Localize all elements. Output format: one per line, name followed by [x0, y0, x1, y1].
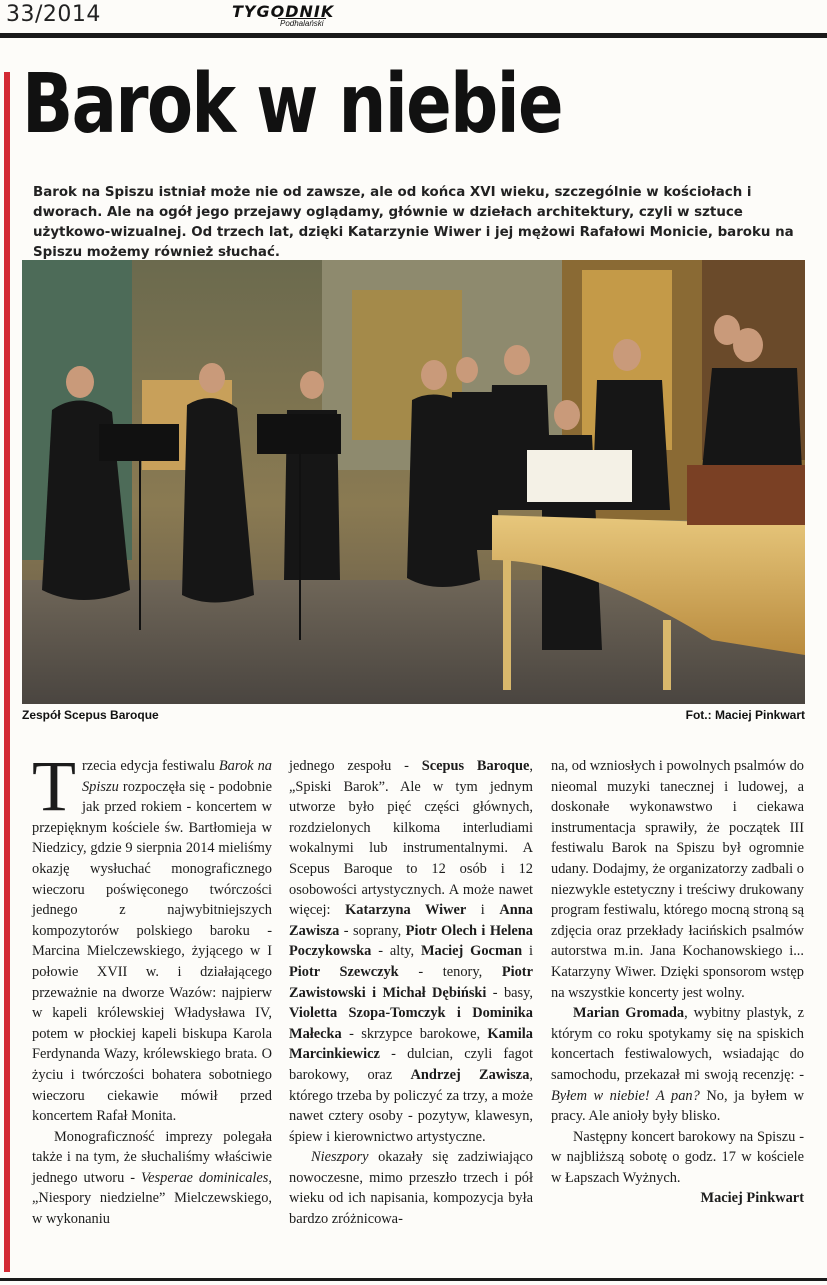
text-italic: Byłem w niebie! A pan?: [551, 1087, 700, 1104]
footer-rule: [0, 1278, 827, 1281]
text-bold: Piotr Olech i Helena Poczykowska: [289, 922, 533, 960]
article-column-1: [32, 746, 273, 1230]
paragraph: [32, 746, 273, 1127]
page-header: [0, 0, 827, 34]
text: Monograficzność imprezy polegała także i na tym, że słuchaliśmy właściwie jednego utworu -: [32, 1128, 272, 1186]
text: - tenory,: [398, 963, 502, 980]
article-column-2: [289, 756, 533, 1230]
text-bold: Scepus Baroque: [421, 758, 530, 774]
newspaper-logo-sub: Podhalański: [280, 19, 324, 28]
paragraph: Następny koncert barokowy na Spiszu - w najbliższą sobotę o godz. 17 w kościele w Łapszach Wyżnych.: [551, 1128, 804, 1186]
text: - dulcian, czyli fagot barokowy, oraz: [289, 1046, 533, 1083]
text: jednego zespołu -: [289, 758, 422, 774]
accent-bar: [4, 72, 10, 1272]
text: - basy,: [486, 984, 534, 1001]
issue-number: 33/2014: [6, 2, 101, 27]
text-italic: Vesperae dominicales: [140, 1169, 269, 1186]
text-bold: Andrzej Zawisza: [410, 1066, 530, 1083]
text: , „Niespory niedzielne” Mielczewskiego, w wykonaniu: [32, 1169, 272, 1228]
text: rzecia edycja festiwalu: [81, 758, 219, 774]
text: i: [466, 902, 500, 919]
text: i: [522, 943, 533, 960]
text-bold: Piotr Zawistowski i Michał Dębiński: [289, 963, 533, 1001]
paragraph: na, od wzniosłych i powolnych psalmów do nieomal muzyki tanecznej i ludowej, a doskonałe wykonawstwo i ciekawa instrumentacja sprawiły, że początek III festiwalu Barok na Spiszu był ogromnie udany. Dodajmy, że organizatorzy zadbali o niezwykle estetyczny i treściwy drukowany program festiwalu, którego mocną stroną są zdjęcia oraz przekłady łacińskich psalmów autorstwa m.in. Jana Kochanowskiego i... Katarzyny Wiwer. Dzięki sponsorom wstęp na wszystkie koncerty jest wolny.: [551, 758, 805, 1001]
text-bold: Kamila Marcinkiewicz: [289, 1025, 533, 1063]
paragraph: [289, 1147, 533, 1229]
photo-credit: Fot.: Maciej Pinkwart: [685, 708, 805, 722]
text-bold: Anna Zawisza: [289, 902, 533, 939]
text: , „Spiski Barok”. Ale w tym jednym utworze było pięć części głównych, rozdzielonych kilkoma interludiami wokalnymi lub instrumentalnymi. A Scepus Baroque to 12 osób i 12 osobowości artystycznych. A może nawet więcej:: [289, 758, 533, 919]
text-italic: Nieszpory: [311, 1149, 369, 1166]
newspaper-logo: TYGODNIK: [232, 2, 335, 21]
author-signature: [551, 1188, 804, 1209]
paragraph: [32, 1127, 272, 1230]
photo-caption: Zespół Scepus Baroque: [22, 708, 159, 722]
text: okazały się zadziwiająco nowoczesne, mimo przeszło trzech i pół wieku od ich napisania, kompozycja była bardzo zróżnicowa-: [289, 1149, 533, 1228]
text: - soprany,: [339, 922, 406, 939]
headline: Barok w niebie: [22, 57, 562, 152]
text: rozpoczęła się - podobnie jak przed rokiem - koncertem w przepięknym kościele św. Bartłomieja w Niedzicy, gdzie 9 sierpnia 2014 mieliśmy okazję wysłuchać monograficznego wieczoru poświęconego twórczości jednego z najwybitniejszych kompozytorów polskiego baroku - Marcina Mielczewskiego, żyjącego w I połowie XVII w. i działającego przeważnie na dworze Wazów: najpierw w kapeli królewskiej Władysława IV, potem w płockiej kapeli biskupa Karola Ferdynanda Wazy, królewskiego brata. O życiu i twórczości bohatera sobotniego wieczoru ciekawie mówił przed koncertem Rafał Monita.: [32, 778, 272, 1125]
text-bold: Katarzyna Wiwer: [345, 902, 467, 919]
concert-photo: [22, 260, 805, 704]
drop-cap: T: [32, 746, 76, 826]
text-bold: Maciej Gocman: [420, 943, 523, 960]
text-bold: Marian Gromada: [573, 1005, 685, 1022]
text: , którego trzeba by policzyć za trzy, a może nawet cztery osoby - pozytyw, klawesyn, śpiew i kierownictwo artystyczne.: [289, 1066, 533, 1145]
text: , wybitny plastyk, z którym co roku spotykamy się na spiskich koncertach festiwalowych, wsiadając do samochodu, przekazał mi swoją recenzję: -: [551, 1005, 805, 1083]
header-rule: [0, 33, 827, 38]
article-column-3: [551, 756, 804, 1209]
paragraph: [289, 756, 533, 1147]
text-bold: Violetta Szopa-Tomczyk i Dominika Małecka: [289, 1005, 533, 1042]
paragraph: [551, 1003, 804, 1127]
text-italic: Barok na Spiszu: [81, 758, 273, 795]
text: - alty,: [371, 943, 421, 960]
text-bold: Piotr Szewczyk: [289, 963, 399, 980]
author-name: Maciej Pinkwart: [700, 1190, 804, 1207]
text: No, ja byłem w pracy. Ale anioły były blisko.: [551, 1087, 804, 1125]
lead-paragraph: Barok na Spiszu istniał może nie od zawsze, ale od końca XVI wieku, szczególnie w kościołach i dworach. Ale na ogół jego przejawy oglądamy, głównie w dziełach architektury, czyli w sztuce użytkowo-wizualnej. Od trzech lat, dzięki Katarzynie Wiwer i jej mężowi Rafałowi Monicie, baroku na Spiszu możemy również słuchać.: [33, 185, 794, 260]
text: - skrzypce barokowe,: [341, 1025, 488, 1042]
